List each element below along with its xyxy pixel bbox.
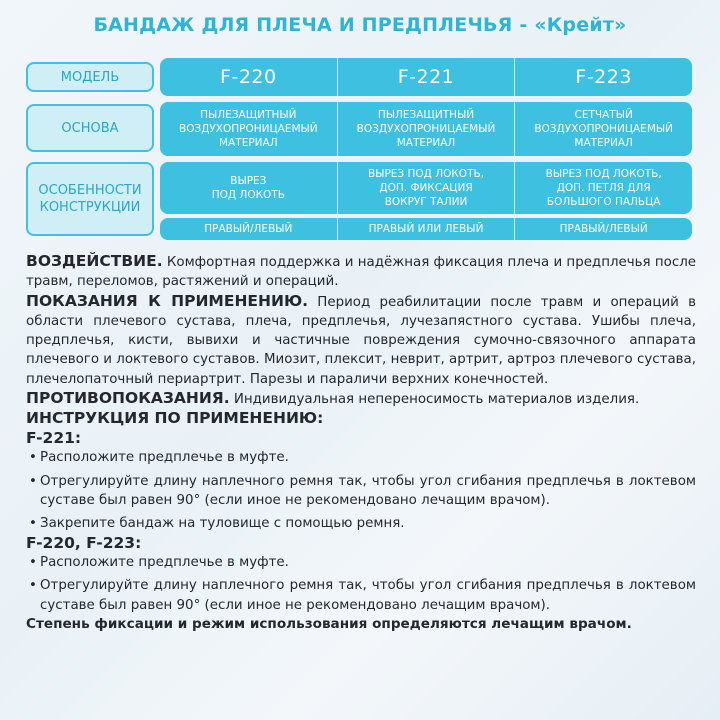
effect-paragraph bbox=[26, 252, 696, 292]
group2-label: F-220, F-223: bbox=[26, 533, 142, 552]
indications-heading: ПОКАЗАНИЯ К ПРИМЕНЕНИЮ. bbox=[26, 291, 309, 310]
indications-text: Период реабилитации после травм и операций в области плечевого сустава, плеча, предплечья, лучезапястного сустава. Ушибы плеча, предплечья, кисти, вывихи и частичные повреждения сумочно-связочного аппарата плечевого и локтевого суставов. Миозит, плексит, неврит, артрит, артроз плечевого сустава, плечелопаточный периартрит. Парезы и параличи верхних конечностей. bbox=[26, 294, 696, 387]
list-item: • Отрегулируйте длину наплечного ремня так, чтобы угол сгибания предплечья в локтевом суставе был равен 90° (если иное не рекомендовано лечащим врачом). bbox=[26, 576, 696, 615]
model-row bbox=[160, 58, 692, 96]
instructions-heading: ИНСТРУКЦИЯ ПО ПРИМЕНЕНИЮ: bbox=[26, 409, 324, 428]
contraindications-paragraph bbox=[26, 389, 696, 409]
list-item: • Закрепите бандаж на туловище с помощью ремня. bbox=[26, 514, 696, 533]
features-f220: ВЫРЕЗ ПОД ЛОКОТЬ bbox=[211, 175, 285, 201]
base-f223: СЕТЧАТЫЙ ВОЗДУХОПРОНИЦАЕМЫЙ МАТЕРИАЛ bbox=[514, 102, 692, 156]
final-note: Степень фиксации и режим использования определяются лечащим врачом. bbox=[26, 615, 632, 632]
list-item: • Расположите предплечье в муфте. bbox=[26, 553, 696, 572]
effect-text: Комфортная поддержка и надёжная фиксация плеча и предплечья после травм, переломов, растяжений и операций. bbox=[26, 255, 696, 290]
bullet-icon: • bbox=[29, 578, 37, 594]
description-block bbox=[26, 252, 696, 634]
model-f220: F-220 bbox=[220, 66, 277, 88]
contraindications-heading: ПРОТИВОПОКАЗАНИЯ. bbox=[26, 389, 230, 408]
group1-label: F-221: bbox=[26, 428, 82, 447]
side-f221: ПРАВЫЙ ИЛИ ЛЕВЫЙ bbox=[337, 218, 515, 240]
base-f220: ПЫЛЕЗАЩИТНЫЙ ВОЗДУХОПРОНИЦАЕМЫЙ МАТЕРИАЛ bbox=[179, 109, 318, 149]
effect-heading: ВОЗДЕЙСТВИЕ. bbox=[26, 252, 163, 270]
base-label: ОСНОВА bbox=[26, 104, 154, 152]
base-row bbox=[160, 102, 692, 156]
features-f221: ВЫРЕЗ ПОД ЛОКОТЬ, ДОП. ФИКСАЦИЯ ВОКРУГ ТАЛИИ bbox=[337, 162, 515, 214]
contraindications-text: Индивидуальная непереносимость материалов изделия. bbox=[233, 392, 640, 408]
bullet-icon: • bbox=[29, 450, 37, 466]
page-title: БАНДАЖ ДЛЯ ПЛЕЧА И ПРЕДПЛЕЧЬЯ - «Крейт» bbox=[93, 14, 627, 36]
features-f223: ВЫРЕЗ ПОД ЛОКОТЬ, ДОП. ПЕТЛЯ ДЛЯ БОЛЬШОГО ПАЛЬЦА bbox=[514, 162, 692, 214]
list-item: • Отрегулируйте длину наплечного ремня так, чтобы угол сгибания предплечья в локтевом суставе был равен 90° (если иное не рекомендовано лечащим врачом). bbox=[26, 472, 696, 511]
list-item: • Расположите предплечье в муфте. bbox=[26, 448, 696, 467]
bullet-icon: • bbox=[29, 473, 37, 489]
indications-paragraph bbox=[26, 292, 696, 389]
features-label: ОСОБЕННОСТИ КОНСТРУКЦИИ bbox=[26, 162, 154, 236]
bullet-icon: • bbox=[29, 516, 37, 532]
base-f221: ПЫЛЕЗАЩИТНЫЙ ВОЗДУХОПРОНИЦАЕМЫЙ МАТЕРИАЛ bbox=[337, 102, 515, 156]
model-label: МОДЕЛЬ bbox=[26, 62, 154, 92]
side-f223: ПРАВЫЙ/ЛЕВЫЙ bbox=[514, 218, 692, 240]
features-row bbox=[160, 162, 692, 214]
sides-row bbox=[160, 218, 692, 240]
model-f223: F-223 bbox=[514, 58, 692, 96]
side-f220: ПРАВЫЙ/ЛЕВЫЙ bbox=[204, 223, 293, 235]
bullet-icon: • bbox=[29, 555, 37, 571]
model-f221: F-221 bbox=[337, 58, 515, 96]
